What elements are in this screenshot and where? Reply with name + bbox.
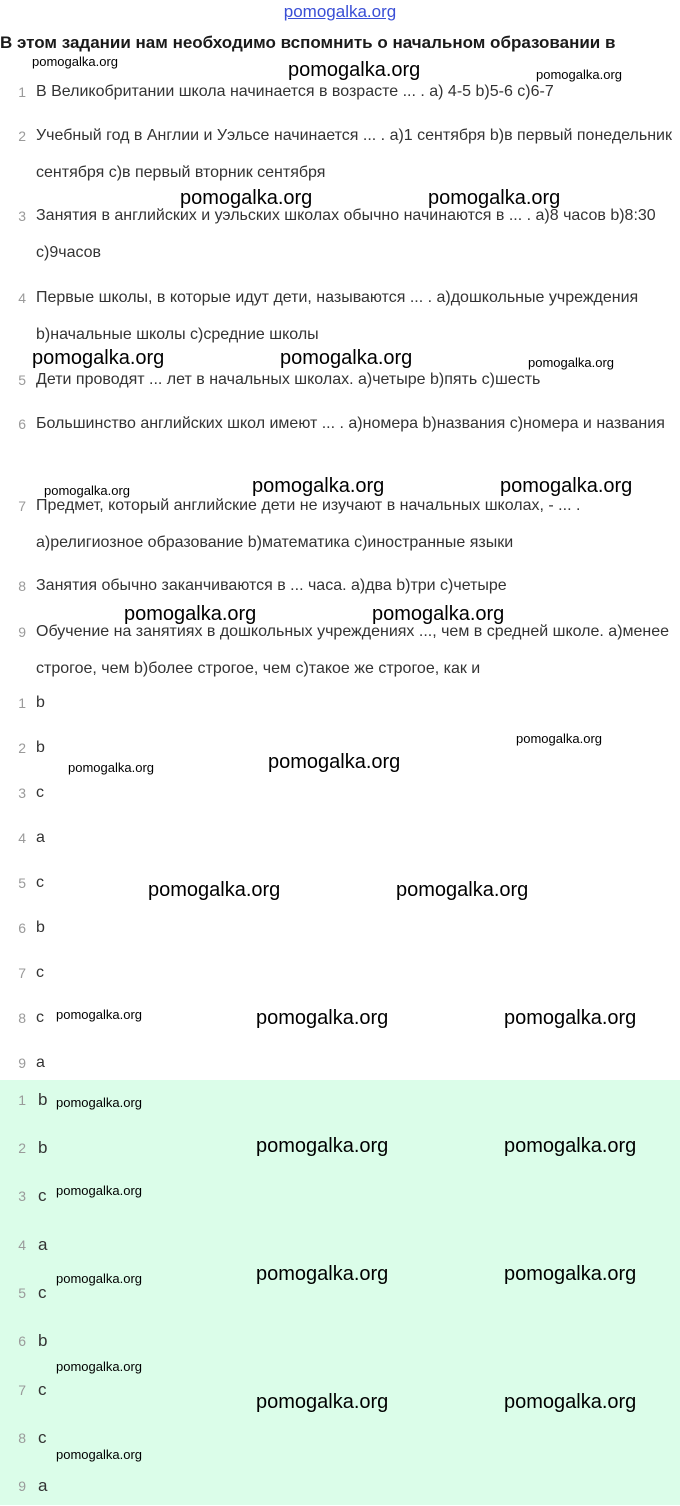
answer-item [0, 728, 680, 768]
watermark: pomogalka.org [252, 475, 385, 497]
answer-number: 3 [18, 785, 26, 801]
question-number: 2 [18, 128, 26, 144]
question-text: Обучение на занятиях в дошкольных учреждениях ..., чем в средней школе. a)менее строгое, чем b)более строгое, чем c)такое же строгое, как и [36, 623, 670, 677]
highlighted-answer-item [0, 1128, 680, 1168]
watermark: pomogalka.org [504, 1007, 637, 1029]
answer-text: b [38, 1331, 48, 1350]
highlighted-answer-item [0, 1418, 680, 1458]
answer-text: b [36, 739, 45, 756]
watermark: pomogalka.org [256, 1007, 389, 1029]
answer-text: a [36, 829, 45, 846]
watermark: pomogalka.org [536, 67, 622, 82]
answer-number: 9 [18, 1055, 26, 1071]
watermark: pomogalka.org [528, 355, 614, 370]
answer-text: b [38, 1090, 48, 1109]
question-number: 1 [18, 84, 26, 100]
question-item [0, 488, 680, 568]
answer-text: c [36, 874, 44, 891]
task-heading: В этом задании нам необходимо вспомнить о начальном образовании в [0, 33, 616, 52]
question-item [0, 74, 680, 114]
watermark: pomogalka.org [56, 1359, 142, 1374]
question-item [0, 362, 680, 402]
question-number: 5 [18, 372, 26, 388]
question-text: Дети проводят ... лет в начальных школах. a)четыре b)пять c)шесть [36, 371, 541, 388]
answer-item [0, 683, 680, 723]
site-link[interactable]: pomogalka.org [283, 2, 397, 21]
watermark: pomogalka.org [372, 603, 505, 625]
watermark: pomogalka.org [504, 1391, 637, 1413]
question-text: Занятия в английских и уэльских школах обычно начинаются в ... . a)8 часов b)8:30 c)9часов [36, 207, 656, 261]
watermark: pomogalka.org [500, 475, 633, 497]
answer-number: 3 [18, 1188, 26, 1204]
answer-text: c [38, 1283, 47, 1302]
highlighted-answer-item [0, 1273, 680, 1313]
answer-number: 4 [18, 1237, 26, 1253]
watermark: pomogalka.org [428, 187, 561, 209]
answer-number: 6 [18, 920, 26, 936]
answer-number: 9 [18, 1478, 26, 1494]
answer-number: 7 [18, 965, 26, 981]
answer-text: a [36, 1054, 45, 1071]
answer-item [0, 818, 680, 858]
answer-number: 5 [18, 1285, 26, 1301]
watermark: pomogalka.org [56, 1007, 142, 1022]
question-item [0, 198, 680, 278]
answer-text: c [38, 1428, 47, 1447]
answer-number: 8 [18, 1430, 26, 1446]
watermark: pomogalka.org [180, 187, 313, 209]
answer-number: 7 [18, 1382, 26, 1398]
answer-item [0, 908, 680, 948]
question-item [0, 280, 680, 360]
watermark: pomogalka.org [280, 347, 413, 369]
watermark: pomogalka.org [32, 347, 165, 369]
highlighted-answers-block [0, 1080, 680, 1505]
highlighted-answer-item [0, 1321, 680, 1361]
answer-number: 2 [18, 1140, 26, 1156]
answer-item [0, 863, 680, 903]
watermark: pomogalka.org [56, 1183, 142, 1198]
watermark: pomogalka.org [44, 483, 130, 498]
watermark: pomogalka.org [56, 1447, 142, 1462]
highlighted-answer-item [0, 1225, 680, 1265]
answer-item [0, 998, 680, 1038]
question-number: 7 [18, 498, 26, 514]
answer-number: 4 [18, 830, 26, 846]
watermark: pomogalka.org [56, 1095, 142, 1110]
answer-number: 2 [18, 740, 26, 756]
highlighted-answer-item [0, 1370, 680, 1410]
watermark: pomogalka.org [32, 54, 118, 69]
question-text: Большинство английских школ имеют ... . a)номера b)названия c)номера и названия [36, 415, 665, 432]
answer-text: c [36, 964, 44, 981]
watermark: pomogalka.org [504, 1135, 637, 1157]
answer-text: c [36, 1009, 44, 1026]
answer-number: 1 [18, 1092, 26, 1108]
answer-number: 6 [18, 1333, 26, 1349]
question-number: 6 [18, 416, 26, 432]
question-text: В Великобритании школа начинается в возрасте ... . a) 4-5 b)5-6 c)6-7 [36, 83, 554, 100]
question-item [0, 406, 680, 486]
question-number: 9 [18, 624, 26, 640]
answer-text: b [36, 919, 45, 936]
answer-text: b [36, 694, 45, 711]
answer-item [0, 953, 680, 993]
question-number: 3 [18, 208, 26, 224]
highlighted-answer-item [0, 1176, 680, 1216]
answer-number: 8 [18, 1010, 26, 1026]
highlighted-answer-item [0, 1080, 680, 1120]
watermark: pomogalka.org [504, 1263, 637, 1285]
answer-text: a [38, 1476, 48, 1495]
question-number: 8 [18, 578, 26, 594]
watermark: pomogalka.org [396, 879, 529, 901]
watermark: pomogalka.org [288, 59, 421, 81]
answer-text: b [38, 1138, 48, 1157]
question-item [0, 614, 680, 694]
watermark: pomogalka.org [256, 1263, 389, 1285]
question-text: Занятия обычно заканчиваются в ... часа. a)два b)три c)четыре [36, 577, 507, 594]
question-number: 4 [18, 290, 26, 306]
answer-number: 5 [18, 875, 26, 891]
watermark: pomogalka.org [256, 1391, 389, 1413]
question-item [0, 118, 680, 198]
watermark: pomogalka.org [268, 751, 401, 773]
watermark: pomogalka.org [256, 1135, 389, 1157]
answer-text: a [38, 1235, 48, 1254]
question-item [0, 568, 680, 608]
watermark: pomogalka.org [516, 731, 602, 746]
answer-text: c [38, 1186, 47, 1205]
question-text: Предмет, который английские дети не изучают в начальных школах, - ... . a)религиозное образование b)математика c)иностранные языки [36, 497, 581, 551]
answer-text: c [38, 1380, 47, 1399]
watermark: pomogalka.org [124, 603, 257, 625]
answer-number: 1 [18, 695, 26, 711]
answer-item [0, 773, 680, 813]
watermark: pomogalka.org [148, 879, 281, 901]
watermark: pomogalka.org [68, 760, 154, 775]
answer-item [0, 1043, 680, 1083]
watermark: pomogalka.org [56, 1271, 142, 1286]
question-text: Первые школы, в которые идут дети, называются ... . a)дошкольные учреждения b)начальные школы c)средние школы [36, 289, 639, 343]
answer-text: c [36, 784, 44, 801]
highlighted-answer-item [0, 1466, 680, 1506]
question-text: Учебный год в Англии и Уэльсе начинается ... . a)1 сентября b)в первый понедельник сентября c)в первый вторник сентября [36, 127, 672, 181]
